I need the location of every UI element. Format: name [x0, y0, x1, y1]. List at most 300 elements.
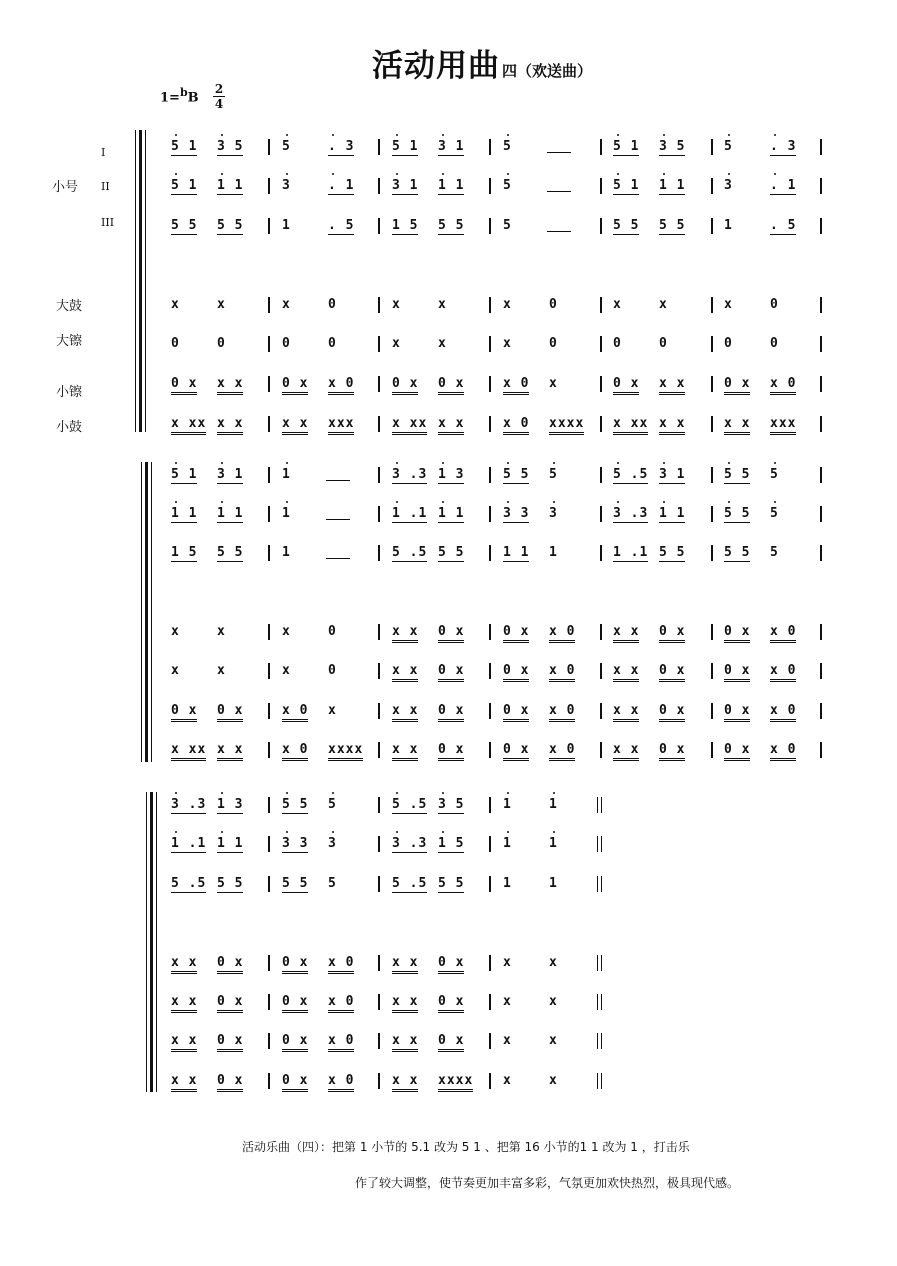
bar-line [268, 506, 270, 522]
octave-dot [221, 173, 223, 175]
bar-line [820, 416, 822, 432]
note-s3-bc-2: 0 x [282, 994, 308, 1013]
note-s2-bd-1: x [217, 624, 226, 639]
note-s2-sd-8: x x [613, 742, 639, 761]
note-s3-t1-1: 1 3 [217, 797, 244, 812]
note-s2-sd-2: x 0 [282, 742, 308, 761]
bar-line [268, 797, 270, 813]
note-s2-sd-4: x x [392, 742, 418, 761]
octave-dot [553, 462, 555, 464]
bar-line [711, 742, 713, 758]
key-signature [160, 86, 199, 105]
note-s2-sd-0: x xx [171, 742, 206, 761]
note-s1-bd-10: x [724, 297, 733, 312]
note-s3-t3-4: 5 .5 [392, 876, 428, 891]
note-s2-bd-2: x [282, 624, 291, 639]
bar-line [820, 376, 822, 392]
note-s3-t2-6: 1 [503, 836, 512, 851]
note-s1-sd-9: x x [659, 416, 685, 435]
octave-dot [442, 462, 444, 464]
bar-line [597, 797, 602, 813]
note-s3-bc-5: 0 x [438, 994, 464, 1013]
note-s1-sd-1: x x [217, 416, 243, 435]
note-s2-sd-5: 0 x [438, 742, 464, 761]
bar-line [711, 416, 713, 432]
bar-line [489, 218, 491, 234]
note-s1-sd-5: x x [438, 416, 464, 435]
note-s2-bc-11: x 0 [770, 663, 796, 682]
octave-dot [221, 462, 223, 464]
note-s2-t3-0: 1 5 [171, 545, 198, 560]
hold-dash [326, 519, 350, 520]
bar-line [820, 218, 822, 234]
bar-line [711, 506, 713, 522]
bar-line [268, 297, 270, 313]
note-s2-t2-0: 1 1 [171, 506, 198, 521]
note-s1-t2-1: 1 1 [217, 178, 244, 193]
label-bass-drum: 大鼓 [56, 299, 83, 314]
octave-dot [507, 462, 509, 464]
note-s2-bc-2: x [282, 663, 291, 678]
note-s2-t1-5: 1 3 [438, 467, 465, 482]
octave-dot [286, 831, 288, 833]
octave-dot [396, 134, 398, 136]
note-s2-t3-11: 5 [770, 545, 779, 560]
label-part-2: II [101, 180, 110, 193]
bar-line [378, 876, 380, 892]
bar-line [820, 139, 822, 155]
bar-line [268, 742, 270, 758]
bar-line [268, 218, 270, 234]
bar-line [600, 742, 602, 758]
bar-line [378, 545, 380, 561]
note-s3-t3-5: 5 5 [438, 876, 465, 891]
bar-line [489, 1073, 491, 1089]
note-s3-t2-2: 3 3 [282, 836, 309, 851]
bar-line [268, 663, 270, 679]
note-s2-bc-1: x [217, 663, 226, 678]
note-s2-t2-11: 5 [770, 506, 779, 521]
octave-dot [774, 501, 776, 503]
note-s1-t3-2: 1 [282, 218, 291, 233]
note-s1-t2-2: 3 [282, 178, 291, 193]
bar-line [597, 876, 602, 892]
bar-line [268, 545, 270, 561]
bar-line [489, 703, 491, 719]
bar-line [711, 467, 713, 483]
octave-dot [175, 462, 177, 464]
bar-line [597, 836, 602, 852]
note-s2-sc-4: x x [392, 703, 418, 722]
note-s2-t3-5: 5 5 [438, 545, 465, 560]
note-s2-sd-9: 0 x [659, 742, 685, 761]
octave-dot [507, 501, 509, 503]
note-s1-t2-8: 5 1 [613, 178, 640, 193]
note-s3-sd-3: x 0 [328, 1073, 354, 1092]
note-s2-sc-2: x 0 [282, 703, 308, 722]
note-s2-sd-3: xxxx [328, 742, 363, 761]
note-s2-bd-6: 0 x [503, 624, 529, 643]
note-s1-bd-3: 0 [328, 297, 337, 312]
note-s1-sd-7: xxxx [549, 416, 584, 435]
note-s1-bd-9: x [659, 297, 668, 312]
note-s1-t3-5: 5 5 [438, 218, 465, 233]
note-s1-sc-11: x 0 [770, 376, 796, 395]
note-s2-bc-3: 0 [328, 663, 337, 678]
note-s2-bc-0: x [171, 663, 180, 678]
note-s1-bd-0: x [171, 297, 180, 312]
note-s2-t1-9: 3 1 [659, 467, 686, 482]
note-s3-bc-0: x x [171, 994, 197, 1013]
octave-dot [442, 501, 444, 503]
bar-line [378, 467, 380, 483]
note-s1-bd-11: 0 [770, 297, 779, 312]
bar-line [489, 178, 491, 194]
octave-dot [553, 792, 555, 794]
octave-dot [332, 831, 334, 833]
bar-line [489, 663, 491, 679]
bar-line [268, 836, 270, 852]
note-s1-t1-10: 5 [724, 139, 733, 154]
key-flat: b [179, 86, 188, 99]
note-s1-bc-1: 0 [217, 336, 226, 351]
note-s2-bd-11: x 0 [770, 624, 796, 643]
time-signature [213, 83, 225, 110]
octave-dot [507, 831, 509, 833]
note-s1-bc-0: 0 [171, 336, 180, 351]
note-s3-t3-7: 1 [549, 876, 558, 891]
note-s3-t2-4: 3 .3 [392, 836, 428, 851]
note-s2-t3-4: 5 .5 [392, 545, 428, 560]
note-s1-t1-0: 5 1 [171, 139, 198, 154]
note-s1-bd-7: 0 [549, 297, 558, 312]
note-s3-t2-1: 1 1 [217, 836, 244, 851]
note-s2-t1-7: 5 [549, 467, 558, 482]
octave-dot [774, 462, 776, 464]
note-s1-t2-10: 3 [724, 178, 733, 193]
note-s2-bd-3: 0 [328, 624, 337, 639]
note-s3-bd-1: 0 x [217, 955, 243, 974]
note-s1-bd-5: x [438, 297, 447, 312]
note-s2-bc-7: x 0 [549, 663, 575, 682]
note-s1-sd-0: x xx [171, 416, 206, 435]
note-s3-bd-0: x x [171, 955, 197, 974]
octave-dot [396, 831, 398, 833]
note-s2-t2-2: 1 [282, 506, 291, 521]
bar-line [820, 467, 822, 483]
bar-line [820, 703, 822, 719]
bar-line [378, 994, 380, 1010]
octave-dot [332, 173, 334, 175]
note-s1-sc-7: x [549, 376, 558, 391]
bar-line [711, 178, 713, 194]
octave-dot [663, 134, 665, 136]
bar-line [489, 1033, 491, 1049]
octave-dot [663, 462, 665, 464]
bar-line [268, 955, 270, 971]
note-s1-t2-0: 5 1 [171, 178, 198, 193]
note-s2-bc-5: 0 x [438, 663, 464, 682]
octave-dot [286, 173, 288, 175]
note-s3-bd-6: x [503, 955, 512, 970]
note-s1-t1-6: 5 [503, 139, 512, 154]
note-s1-sc-3: x 0 [328, 376, 354, 395]
octave-dot [332, 134, 334, 136]
note-s1-t3-0: 5 5 [171, 218, 198, 233]
octave-dot [617, 134, 619, 136]
note-s3-bd-7: x [549, 955, 558, 970]
bar-line [600, 506, 602, 522]
title-subtitle: 四（欢送曲） [502, 62, 593, 80]
note-s2-t3-9: 5 5 [659, 545, 686, 560]
note-s3-sd-6: x [503, 1073, 512, 1088]
bar-line [600, 663, 602, 679]
note-s2-t3-7: 1 [549, 545, 558, 560]
hold-dash [326, 558, 350, 559]
footer-note-line2: 作了较大调整，使节奏更加丰富多彩，气氛更加欢快热烈，极具现代感。 [355, 1176, 740, 1190]
note-s3-t1-2: 5 5 [282, 797, 309, 812]
label-trumpet: 小号 [52, 180, 79, 195]
bar-line [489, 467, 491, 483]
bar-line [378, 1073, 380, 1089]
octave-dot [728, 501, 730, 503]
octave-dot [221, 134, 223, 136]
note-s2-bc-4: x x [392, 663, 418, 682]
bar-line [268, 139, 270, 155]
note-s1-sd-2: x x [282, 416, 308, 435]
octave-dot [617, 462, 619, 464]
note-s1-t1-9: 3 5 [659, 139, 686, 154]
bar-line [489, 797, 491, 813]
note-s1-t3-11: . 5 [770, 218, 797, 233]
note-s1-bd-6: x [503, 297, 512, 312]
label-part-1: I [101, 146, 106, 159]
note-s1-t2-4: 3 1 [392, 178, 419, 193]
bar-line [268, 994, 270, 1010]
octave-dot [553, 501, 555, 503]
note-s3-sc-6: x [503, 1033, 512, 1048]
note-s1-sc-4: 0 x [392, 376, 418, 395]
note-s1-bc-5: x [438, 336, 447, 351]
bar-line [489, 376, 491, 392]
note-s1-sc-6: x 0 [503, 376, 529, 395]
note-s3-bc-1: 0 x [217, 994, 243, 1013]
note-s3-bc-4: x x [392, 994, 418, 1013]
note-s1-sc-2: 0 x [282, 376, 308, 395]
note-s1-t1-5: 3 1 [438, 139, 465, 154]
note-s1-sd-3: xxx [328, 416, 354, 435]
bar-line [820, 545, 822, 561]
note-s2-t1-8: 5 .5 [613, 467, 649, 482]
note-s1-t2-3: . 1 [328, 178, 355, 193]
score-title [372, 40, 592, 85]
octave-dot [221, 501, 223, 503]
bar-line [378, 624, 380, 640]
note-s2-bd-9: 0 x [659, 624, 685, 643]
note-s2-sc-11: x 0 [770, 703, 796, 722]
note-s2-t3-10: 5 5 [724, 545, 751, 560]
bar-line [268, 416, 270, 432]
note-s2-t2-9: 1 1 [659, 506, 686, 521]
bar-line [489, 506, 491, 522]
octave-dot [396, 792, 398, 794]
bar-line [378, 663, 380, 679]
octave-dot [286, 462, 288, 464]
bar-line [489, 955, 491, 971]
octave-dot [617, 501, 619, 503]
bar-line [820, 336, 822, 352]
note-s2-bd-7: x 0 [549, 624, 575, 643]
note-s1-bc-4: x [392, 336, 401, 351]
note-s2-t1-4: 3 .3 [392, 467, 428, 482]
note-s2-sc-10: 0 x [724, 703, 750, 722]
bar-line [268, 624, 270, 640]
bar-line [597, 955, 602, 971]
footer-note-line1: 活动乐曲（四）：把第 1 小节的 5.1 改为 5 1 、把第 16 小节的1 1 改为 1 ，打击乐 [242, 1140, 690, 1154]
label-small-cymbal: 小镲 [56, 385, 83, 400]
note-s1-sd-8: x xx [613, 416, 648, 435]
key-prefix: 1= [160, 90, 180, 106]
octave-dot [617, 173, 619, 175]
bar-line [489, 836, 491, 852]
octave-dot [396, 173, 398, 175]
bar-line [378, 955, 380, 971]
bar-line [268, 703, 270, 719]
octave-dot [396, 462, 398, 464]
note-s3-sd-5: xxxx [438, 1073, 473, 1092]
bar-line [597, 1033, 602, 1049]
bar-line [820, 624, 822, 640]
note-s1-bc-6: x [503, 336, 512, 351]
hold-dash [547, 152, 571, 153]
note-s1-bc-7: 0 [549, 336, 558, 351]
bar-line [711, 218, 713, 234]
note-s3-sd-7: x [549, 1073, 558, 1088]
bar-line [600, 139, 602, 155]
bar-line [268, 876, 270, 892]
note-s3-bc-3: x 0 [328, 994, 354, 1013]
note-s1-sd-6: x 0 [503, 416, 529, 435]
bar-line [378, 376, 380, 392]
note-s3-t2-7: 1 [549, 836, 558, 851]
bar-line [268, 336, 270, 352]
note-s1-t1-2: 5 [282, 139, 291, 154]
note-s2-bc-10: 0 x [724, 663, 750, 682]
note-s2-sc-3: x [328, 703, 337, 718]
note-s1-t1-8: 5 1 [613, 139, 640, 154]
note-s3-bd-2: 0 x [282, 955, 308, 974]
note-s3-bd-3: x 0 [328, 955, 354, 974]
note-s2-sd-1: x x [217, 742, 243, 761]
note-s2-bc-9: 0 x [659, 663, 685, 682]
note-s2-t2-10: 5 5 [724, 506, 751, 521]
octave-dot [507, 173, 509, 175]
note-s1-t1-4: 5 1 [392, 139, 419, 154]
note-s2-bd-5: 0 x [438, 624, 464, 643]
note-s3-t1-3: 5 [328, 797, 337, 812]
bar-line [378, 797, 380, 813]
bar-line [820, 742, 822, 758]
bar-line [489, 416, 491, 432]
bar-line [268, 178, 270, 194]
note-s3-sc-3: x 0 [328, 1033, 354, 1052]
note-s2-bd-8: x x [613, 624, 639, 643]
note-s2-sd-10: 0 x [724, 742, 750, 761]
note-s3-t1-0: 3 .3 [171, 797, 207, 812]
octave-dot [221, 792, 223, 794]
octave-dot [332, 792, 334, 794]
note-s1-sc-8: 0 x [613, 376, 639, 395]
note-s1-sd-11: xxx [770, 416, 796, 435]
note-s1-t2-5: 1 1 [438, 178, 465, 193]
note-s2-bc-8: x x [613, 663, 639, 682]
bar-line [378, 218, 380, 234]
note-s1-sc-1: x x [217, 376, 243, 395]
note-s1-bc-8: 0 [613, 336, 622, 351]
note-s1-t1-1: 3 5 [217, 139, 244, 154]
time-bottom: 4 [214, 97, 224, 111]
note-s3-sd-2: 0 x [282, 1073, 308, 1092]
note-s1-t3-1: 5 5 [217, 218, 244, 233]
note-s3-t3-2: 5 5 [282, 876, 309, 891]
note-s2-t2-7: 3 [549, 506, 558, 521]
bar-line [711, 545, 713, 561]
note-s2-t3-8: 1 .1 [613, 545, 649, 560]
note-s3-sd-1: 0 x [217, 1073, 243, 1092]
octave-dot [663, 501, 665, 503]
note-s1-bc-11: 0 [770, 336, 779, 351]
note-s3-t2-3: 3 [328, 836, 337, 851]
note-s3-bd-4: x x [392, 955, 418, 974]
bar-line [378, 297, 380, 313]
note-s2-sc-5: 0 x [438, 703, 464, 722]
note-s3-sd-4: x x [392, 1073, 418, 1092]
label-small-drum: 小鼓 [56, 420, 83, 435]
note-s1-sc-10: 0 x [724, 376, 750, 395]
note-s2-t1-6: 5 5 [503, 467, 530, 482]
bar-line [820, 297, 822, 313]
note-s1-t1-11: . 3 [770, 139, 797, 154]
octave-dot [553, 831, 555, 833]
note-s1-t1-3: . 3 [328, 139, 355, 154]
octave-dot [396, 501, 398, 503]
note-s2-t2-5: 1 1 [438, 506, 465, 521]
bar-line [711, 297, 713, 313]
note-s3-t1-7: 1 [549, 797, 558, 812]
bar-line [489, 994, 491, 1010]
note-s2-bd-4: x x [392, 624, 418, 643]
note-s2-sd-11: x 0 [770, 742, 796, 761]
note-s1-t2-11: . 1 [770, 178, 797, 193]
bar-line [600, 178, 602, 194]
bar-line [378, 836, 380, 852]
note-s2-sd-7: x 0 [549, 742, 575, 761]
note-s1-t3-4: 1 5 [392, 218, 419, 233]
bar-line [600, 467, 602, 483]
note-s3-bc-6: x [503, 994, 512, 1009]
note-s3-t1-5: 3 5 [438, 797, 465, 812]
octave-dot [774, 134, 776, 136]
bar-line [378, 506, 380, 522]
note-s2-t2-8: 3 .3 [613, 506, 649, 521]
octave-dot [286, 792, 288, 794]
hold-dash [547, 191, 571, 192]
note-s3-sc-0: x x [171, 1033, 197, 1052]
note-s2-t1-2: 1 [282, 467, 291, 482]
time-top: 2 [214, 82, 224, 96]
note-s3-bd-5: 0 x [438, 955, 464, 974]
note-s1-bc-3: 0 [328, 336, 337, 351]
